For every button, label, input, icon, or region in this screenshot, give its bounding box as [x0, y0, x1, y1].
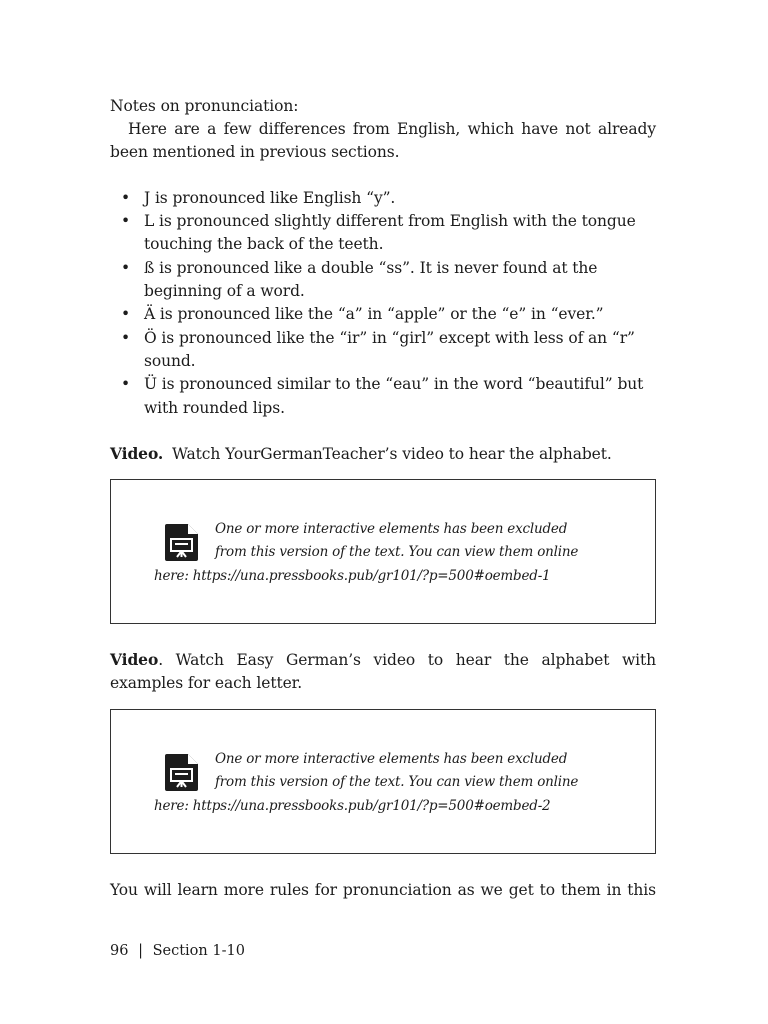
list-item-text: touching the back of the teeth.	[144, 235, 384, 253]
section-label: Section 1-10	[152, 943, 245, 959]
presentation-icon	[165, 524, 198, 561]
footer-separator: |	[138, 943, 143, 959]
bullet-marker: •	[121, 305, 131, 323]
embed-1-link[interactable]: here: https://una.pressbooks.pub/gr101/?p=500#oembed-1	[154, 568, 551, 584]
embed-2-line-2: from this version of the text. You can view them online	[215, 774, 579, 790]
closing-paragraph: You will learn more rules for pronunciation as we get to them in this	[110, 881, 656, 899]
bullet-marker: •	[121, 212, 131, 230]
video-2-label: Video	[110, 650, 159, 669]
video-2-text-line-2: examples for each letter.	[110, 674, 303, 692]
list-item-text: beginning of a word.	[144, 282, 305, 300]
bullet-marker: •	[121, 375, 131, 393]
video-1-caption	[110, 442, 612, 466]
list-item-text: Ä is pronounced like the “a” in “apple” or the “e” in “ever.”	[144, 305, 604, 323]
bullet-marker: •	[121, 329, 131, 347]
list-item-text: ß is pronounced like a double “ss”. It is never found at the	[144, 259, 598, 277]
embed-2-line-1: One or more interactive elements has been excluded	[215, 751, 568, 767]
embed-placeholder-1	[110, 479, 656, 624]
list-item-text: J is pronounced like English “y”.	[144, 189, 396, 207]
bullet-marker: •	[121, 259, 131, 277]
notes-heading: Notes on pronunciation:	[110, 97, 299, 115]
bullet-marker: •	[121, 189, 131, 207]
presentation-icon	[165, 754, 198, 791]
intro-line-2: been mentioned in previous sections.	[110, 143, 400, 161]
list-item-text: with rounded lips.	[144, 399, 285, 417]
page-footer	[110, 941, 245, 961]
list-item-text: L is pronounced slightly different from English with the tongue	[144, 212, 636, 230]
embed-2-link[interactable]: here: https://una.pressbooks.pub/gr101/?p=500#oembed-2	[154, 798, 551, 814]
video-1-label: Video.	[110, 444, 164, 463]
video-2-caption	[110, 648, 656, 672]
intro-line-1: Here are a few differences from English, which have not already	[128, 120, 656, 138]
list-item-text: Ü is pronounced similar to the “eau” in the word “beautiful” but	[144, 375, 644, 393]
embed-placeholder-2	[110, 709, 656, 854]
embed-1-line-2: from this version of the text. You can view them online	[215, 544, 579, 560]
video-1-text: Watch YourGermanTeacher’s video to hear the alphabet.	[172, 445, 612, 463]
list-item-text: sound.	[144, 352, 196, 370]
page-number: 96	[110, 943, 129, 959]
video-2-text: . Watch Easy German’s video to hear the alphabet with	[158, 651, 656, 669]
embed-1-line-1: One or more interactive elements has been excluded	[215, 521, 568, 537]
list-item-text: Ö is pronounced like the “ir” in “girl” except with less of an “r”	[144, 329, 635, 347]
